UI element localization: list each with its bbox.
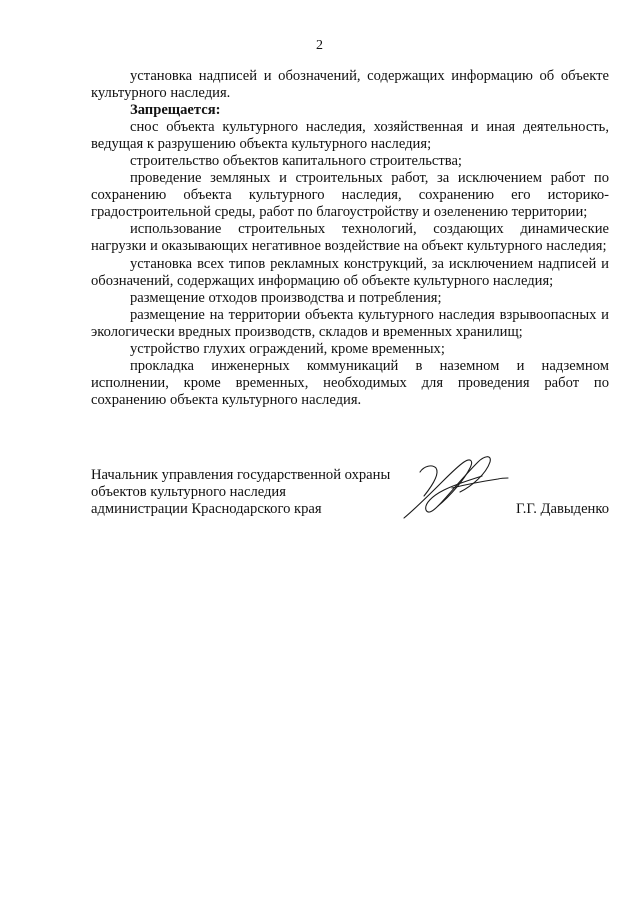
signer-position-line: объектов культурного наследия	[91, 484, 286, 501]
page-number: 2	[316, 38, 323, 53]
list-item-demolition: снос объекта культурного наследия, хозяйственная и иная деятельность, ведущая к разрушению объекта культурного наследия;	[91, 119, 609, 153]
handwritten-signature	[402, 452, 510, 524]
list-item-capital-construction: строительство объектов капитального строительства;	[130, 153, 462, 170]
signer-position-line: Начальник управления государственной охраны	[91, 467, 391, 483]
paragraph-inscriptions-installation: установка надписей и обозначений, содержащих информацию об объекте культурного наследия.	[91, 68, 609, 102]
list-item-construction-technologies: использование строительных технологий, создающих динамические нагрузки и оказывающих негативное воздействие на объект культурного наследия;	[91, 221, 609, 255]
list-item-advertising-structures: установка всех типов рекламных конструкций, за исключением надписей и обозначений, содержащих информацию об объекте культурного наследия;	[91, 255, 609, 289]
signer-position-line: администрации Краснодарского края	[91, 501, 322, 518]
signer-name: Г.Г. Давыденко	[515, 501, 609, 517]
prohibited-heading: Запрещается:	[130, 102, 221, 119]
document-body	[91, 68, 609, 409]
list-item-waste-disposal: размещение отходов производства и потребления;	[130, 289, 442, 306]
list-item-utility-lines: прокладка инженерных коммуникаций в наземном и надземном исполнении, кроме временных, необходимых для проведения работ по сохранению объекта культурного наследия.	[91, 357, 609, 408]
list-item-solid-fences: устройство глухих ограждений, кроме временных;	[130, 340, 445, 357]
list-item-hazardous-facilities: размещение на территории объекта культурного наследия взрывоопасных и экологически вредных производств, складов и временных хранилищ;	[91, 306, 609, 340]
signature-block	[91, 467, 609, 518]
list-item-earthworks: проведение земляных и строительных работ, за исключением работ по сохранению объекта культурного наследия, сохранению его историко-градостроительной среды, работ по благоустройству и озеленению территории;	[91, 170, 609, 221]
